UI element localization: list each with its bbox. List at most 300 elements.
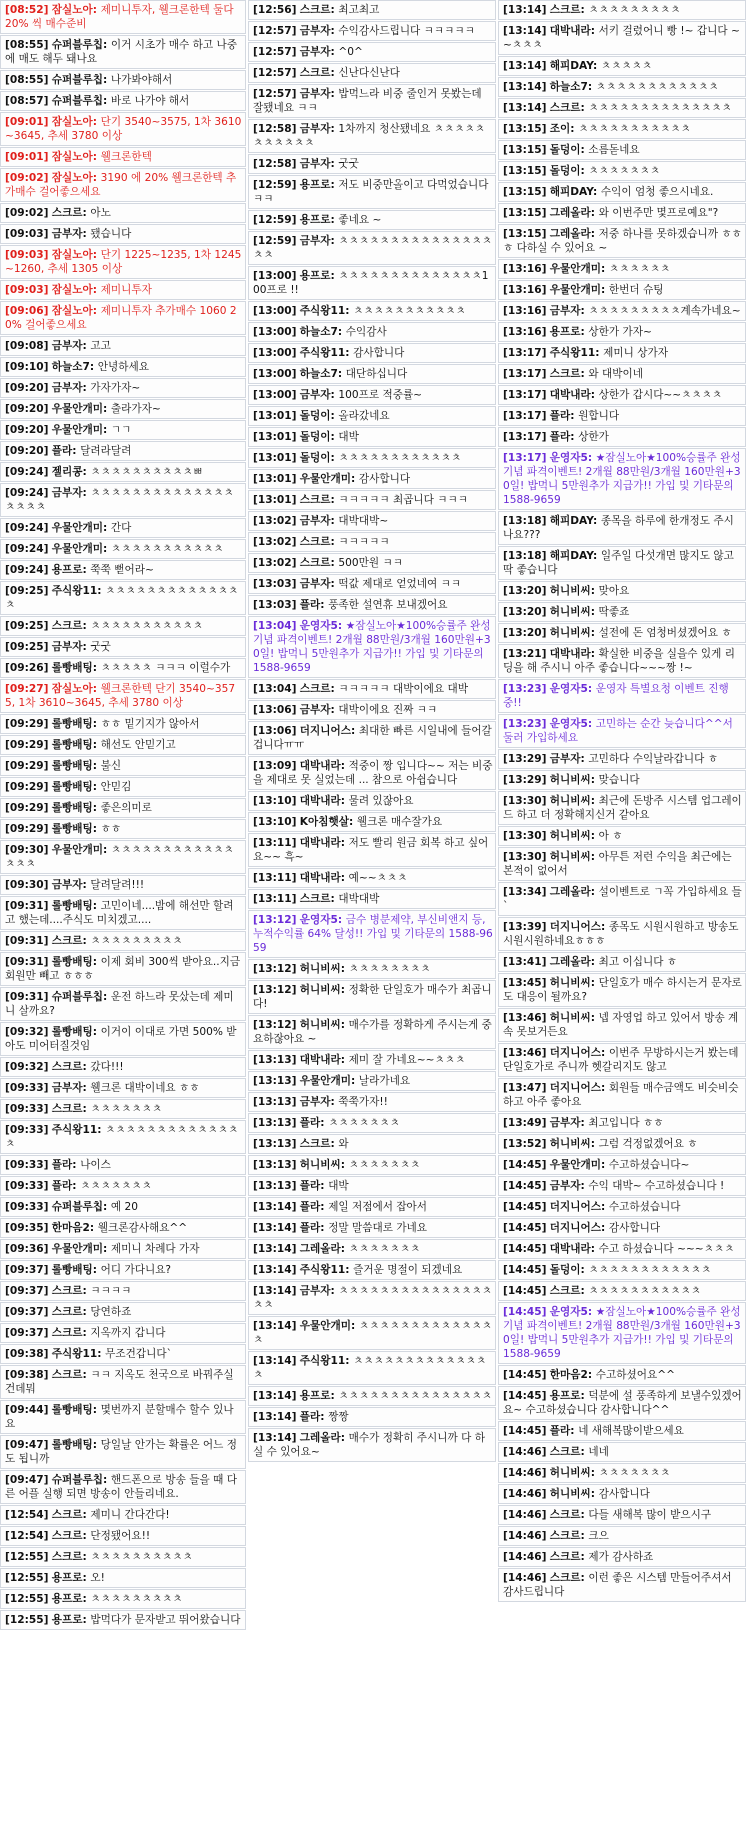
message-timestamp: [14:45]	[503, 1264, 547, 1276]
chat-message	[498, 1505, 746, 1525]
author-separator: :	[102, 1474, 111, 1486]
author-separator: :	[580, 165, 589, 177]
author-separator: :	[590, 886, 599, 898]
message-timestamp: [13:00]	[253, 305, 297, 317]
message-text: ㅊㅊㅊㅊㅊ	[600, 60, 653, 72]
author-separator: :	[92, 151, 101, 163]
author-separator: :	[82, 1530, 91, 1542]
message-text: ㅊㅊㅊㅊㅊㅊㅊㅊㅊㅊㅊㅊㅊㅊㅊㅊㅊ	[253, 235, 492, 261]
author-separator: :	[72, 445, 81, 457]
author-separator: :	[600, 284, 609, 296]
chat-message	[498, 406, 746, 426]
chat-message	[0, 616, 246, 636]
author-separator: :	[82, 382, 91, 394]
message-text: 최대한 빠른 시일내에 들어갈겁니다ㅠㅠ	[253, 725, 492, 751]
message-author: 허니비씨	[549, 1467, 591, 1479]
message-timestamp: [13:21]	[503, 648, 547, 660]
message-timestamp: [12:57]	[253, 67, 297, 79]
message-text: ㅊㅊㅊㅊㅊㅊㅊ	[598, 1467, 671, 1479]
message-timestamp: [13:14]	[253, 1222, 297, 1234]
message-text: 해선도 안믿기고	[100, 739, 176, 751]
message-author: 대박내라	[549, 389, 591, 401]
chat-message	[0, 1239, 246, 1259]
author-separator: :	[330, 158, 339, 170]
message-text: 웰크론감사해요^^	[97, 1222, 188, 1234]
author-separator: :	[587, 1306, 596, 1318]
chat-message	[248, 84, 496, 118]
message-timestamp: [13:15]	[503, 123, 547, 135]
author-separator: :	[102, 1201, 111, 1213]
message-text: 제미니 상가자	[603, 347, 668, 359]
message-author: 우물안개미	[51, 1243, 103, 1255]
author-separator: :	[590, 1467, 599, 1479]
message-timestamp: [13:14]	[503, 81, 547, 93]
message-timestamp: [13:10]	[253, 816, 297, 828]
chat-message	[0, 35, 246, 69]
message-author: 금부자	[51, 487, 83, 499]
message-text: 고민하는 순간 늦습니다^^서둘러 가입하세요	[503, 718, 733, 744]
message-text: 안녕하세요	[97, 361, 149, 373]
message-author: 허니비씨	[299, 984, 341, 996]
message-timestamp: [14:46]	[503, 1572, 547, 1584]
author-separator: :	[580, 1551, 589, 1563]
author-separator: :	[102, 844, 111, 856]
message-text: 종목도 시원시원하고 방송도 시원시원하네요ㅎㅎㅎ	[503, 921, 739, 947]
message-author: 주식왕11	[299, 305, 346, 317]
chat-message	[498, 77, 746, 97]
author-separator: :	[92, 1439, 101, 1451]
message-text: 최고 이십니다 ㅎ	[598, 956, 678, 968]
message-text: 핸드폰으로 방송 들을 때 다른 어플 실행 되면 방송이 안들리네요.	[5, 1474, 237, 1500]
message-text: 일주일 다섯개면 많지도 않고 딱 좋습니다	[503, 550, 734, 576]
message-timestamp: [14:46]	[503, 1488, 547, 1500]
message-timestamp: [13:46]	[503, 1047, 547, 1059]
message-author: 운영자5	[299, 914, 338, 926]
author-separator: :	[580, 326, 589, 338]
message-text: ㅊㅊㅊㅊㅊㅊㅊㅊ	[348, 963, 431, 975]
author-separator: :	[590, 956, 599, 968]
message-author: 스크르	[51, 1551, 83, 1563]
author-separator: :	[330, 704, 339, 716]
message-text: 가자가자~	[90, 382, 141, 394]
author-separator: :	[600, 1159, 609, 1171]
message-text: 저도 비중만올이고 다먹었습니다 ㅋㅋ	[253, 179, 489, 205]
chat-message	[248, 1316, 496, 1350]
message-timestamp: [09:31]	[5, 956, 49, 968]
message-text: 덕분에 설 풍족하게 보낼수있겠어요~ 수고하셨습니다 감사합니다^^	[503, 1390, 742, 1416]
message-timestamp: [09:33]	[5, 1201, 49, 1213]
message-text: 적중이 짱 입니다~~ 저는 비중을 제대로 못 실었는데 ... 참으로 아쉽습니다	[253, 760, 493, 786]
message-timestamp: [09:08]	[5, 340, 49, 352]
message-timestamp: [12:57]	[253, 25, 297, 37]
chat-message	[498, 1218, 746, 1238]
message-author: 금부자	[51, 382, 83, 394]
message-timestamp: [09:37]	[5, 1285, 49, 1297]
author-separator: :	[590, 207, 599, 219]
message-timestamp: [13:04]	[253, 683, 297, 695]
message-text: 어디 가다니요?	[100, 1264, 172, 1276]
chat-message	[0, 714, 246, 734]
author-separator: :	[590, 1138, 599, 1150]
author-separator: :	[82, 1551, 91, 1563]
message-timestamp: [14:45]	[503, 1201, 547, 1213]
chat-message	[498, 882, 746, 916]
message-author: 플라	[299, 1201, 321, 1213]
author-separator: :	[102, 74, 111, 86]
message-timestamp: [13:02]	[253, 536, 297, 548]
message-author: 더지니어스	[299, 725, 351, 737]
message-timestamp: [09:38]	[5, 1369, 49, 1381]
message-author: 스크르	[299, 1138, 331, 1150]
message-author: 운영자5	[549, 1306, 588, 1318]
message-timestamp: [09:29]	[5, 739, 49, 751]
chat-message	[0, 1526, 246, 1546]
message-timestamp: [09:20]	[5, 445, 49, 457]
author-separator: :	[580, 4, 589, 16]
message-author: 플라	[299, 1411, 321, 1423]
message-author: 용프로	[299, 1390, 331, 1402]
author-separator: :	[600, 1047, 609, 1059]
chat-message	[0, 1218, 246, 1238]
chat-message	[0, 1610, 246, 1630]
message-author: 그레올라	[549, 207, 591, 219]
chat-message	[248, 406, 496, 426]
message-timestamp: [13:14]	[253, 1243, 297, 1255]
author-separator: :	[340, 963, 349, 975]
chat-message	[248, 322, 496, 342]
chat-message	[248, 1428, 496, 1462]
message-author: 롤빵배팅	[51, 802, 93, 814]
message-timestamp: [09:24]	[5, 522, 49, 534]
author-separator: :	[580, 1446, 589, 1458]
message-text: ㅊㅊㅊㅊㅊㅊㅊㅊㅊㅊㅊㅊㅊㅊㅊ	[5, 844, 234, 870]
message-text: 밥먹다가 문자받고 뛰어왔습니다	[90, 1614, 241, 1626]
message-author: 금부자	[51, 641, 83, 653]
message-timestamp: [09:26]	[5, 662, 49, 674]
message-timestamp: [13:46]	[503, 1012, 547, 1024]
author-separator: :	[345, 1264, 354, 1276]
message-author: 더지니어스	[549, 1082, 601, 1094]
author-separator: :	[600, 921, 609, 933]
message-text: 신난다신난다	[338, 67, 400, 79]
author-separator: :	[92, 823, 101, 835]
message-text: 3190 에 20% 웰크론한텍 추가매수 걸어좋으세요	[5, 172, 237, 198]
author-separator: :	[340, 1159, 349, 1171]
chat-message	[0, 952, 246, 986]
message-text: ㅊㅊㅊㅊㅊㅊㅊ	[348, 1243, 421, 1255]
chat-message	[0, 1365, 246, 1399]
message-text: 예 20	[110, 1201, 138, 1213]
message-text: 크으	[588, 1530, 609, 1542]
author-separator: :	[92, 249, 101, 261]
chat-message	[248, 833, 496, 867]
author-separator: :	[330, 431, 339, 443]
chat-message	[0, 931, 246, 951]
message-timestamp: [13:30]	[503, 795, 547, 807]
chat-message	[248, 910, 496, 958]
author-separator: :	[92, 802, 101, 814]
message-author: 대박내라	[299, 760, 341, 772]
message-author: 젤리콩	[51, 466, 83, 478]
message-author: 금부자	[299, 389, 331, 401]
message-author: 스크르	[299, 4, 331, 16]
chat-message	[0, 581, 246, 615]
chat-message	[0, 1057, 246, 1077]
message-author: 스크르	[549, 1551, 581, 1563]
message-author: 허니비씨	[549, 1138, 591, 1150]
author-separator: :	[587, 452, 596, 464]
message-author: 스크르	[299, 893, 331, 905]
chat-message	[498, 623, 746, 643]
message-text: 감사합니다	[353, 347, 405, 359]
message-author: 돌덩이	[549, 144, 581, 156]
author-separator: :	[580, 1572, 589, 1584]
author-separator: :	[92, 4, 101, 16]
message-text: 서키 걸렸어니 빵 !~ 갑니다 ~~ㅊㅊㅊ	[503, 25, 740, 51]
message-timestamp: [13:30]	[503, 851, 547, 863]
message-text: 네네	[588, 1446, 609, 1458]
message-timestamp: [12:58]	[253, 123, 297, 135]
message-text: 최근에 돈방주 시스템 업그레이드 하고 더 정확해지신거 같아요	[503, 795, 742, 821]
chat-message	[248, 756, 496, 790]
chat-message	[498, 1176, 746, 1196]
message-text: 확실한 비중을 실을수 있게 리딩을 해 주시니 아주 좋습니다~~~짱 !~	[503, 648, 735, 674]
message-author: 돌덩이	[299, 431, 331, 443]
message-text: 매수가 정확히 주시니까 다 하실 수 있어요~	[253, 1432, 485, 1458]
message-timestamp: [13:20]	[503, 606, 547, 618]
chat-message	[248, 1134, 496, 1154]
message-timestamp: [09:24]	[5, 543, 49, 555]
author-separator: :	[580, 1285, 589, 1297]
author-separator: :	[580, 1509, 589, 1521]
message-text: 지옥까지 갑니다	[90, 1327, 166, 1339]
message-author: 주식왕11	[51, 585, 98, 597]
chat-message	[0, 1281, 246, 1301]
chat-message	[498, 140, 746, 160]
author-separator: :	[330, 179, 339, 191]
message-timestamp: [13:47]	[503, 1082, 547, 1094]
author-separator: :	[92, 781, 101, 793]
author-separator: :	[82, 641, 91, 653]
message-text: ㅊㅊㅊㅊㅊㅊㅊㅊㅊㅊㅊ	[110, 543, 224, 555]
chat-message	[498, 161, 746, 181]
message-author: 주식왕11	[299, 1355, 346, 1367]
author-separator: :	[590, 1488, 599, 1500]
chat-message	[0, 756, 246, 776]
message-timestamp: [13:14]	[503, 102, 547, 114]
chat-message	[0, 679, 246, 713]
message-author: 스크르	[51, 1509, 83, 1521]
message-text: ^0^	[338, 46, 363, 58]
message-timestamp: [13:13]	[253, 1138, 297, 1150]
message-timestamp: [13:13]	[253, 1180, 297, 1192]
chat-message	[498, 644, 746, 678]
chat-message	[0, 1260, 246, 1280]
message-text: ㅋㅋㅋㅋ	[90, 1285, 132, 1297]
message-author: 우물안개미	[299, 473, 351, 485]
chat-message	[0, 1120, 246, 1154]
chat-message	[0, 875, 246, 895]
message-author: 한마음2	[549, 1369, 588, 1381]
message-author: 허니비씨	[549, 585, 591, 597]
author-separator: :	[330, 67, 339, 79]
author-separator: :	[330, 536, 339, 548]
chat-message	[498, 1484, 746, 1504]
chat-message	[498, 119, 746, 139]
message-text: 불신	[100, 760, 122, 772]
message-author: 그레올라	[549, 886, 591, 898]
message-text: 즐거운 명절이 되겠네요	[353, 1264, 463, 1276]
chat-message	[248, 1218, 496, 1238]
message-text: 제가 감사하죠	[588, 1551, 654, 1563]
message-text: 다들 새해복 많이 받으시구	[588, 1509, 712, 1521]
author-separator: :	[590, 648, 599, 660]
chat-message	[0, 280, 246, 300]
message-text: ㅊㅊㅊㅊㅊㅊㅊㅊㅊㅊㅊㅊㅊㅊㅊㅊㅊ	[253, 1285, 492, 1311]
message-text: ㅋㅋㅋㅋㅋ 최곱니다 ㅋㅋㅋ	[338, 494, 468, 506]
author-separator: :	[580, 1530, 589, 1542]
message-timestamp: [09:32]	[5, 1026, 49, 1038]
message-author: 대박내라	[549, 648, 591, 660]
message-timestamp: [13:11]	[253, 893, 297, 905]
author-separator: :	[92, 116, 101, 128]
message-text: 딱좋죠	[598, 606, 630, 618]
message-author: 대박내라	[549, 25, 591, 37]
author-separator: :	[82, 340, 91, 352]
message-text: ㅊㅊㅊㅊㅊㅊㅊㅊㅊㅊㅊㅊㅊㅊㅊㅊㅊㅊ	[5, 487, 234, 513]
author-separator: :	[330, 123, 339, 135]
message-text: ㅊㅊㅊㅊㅊㅊㅊㅊㅊ	[90, 1593, 183, 1605]
message-timestamp: [13:00]	[253, 389, 297, 401]
message-text: 아노	[90, 207, 111, 219]
message-author: 허니비씨	[299, 963, 341, 975]
message-text: 맞습니다	[598, 774, 640, 786]
message-timestamp: [13:17]	[503, 347, 547, 359]
message-text: 고민이네....밤에 해선만 할려고 했는데....주식도 미치겠고....	[5, 900, 234, 926]
message-timestamp: [09:36]	[5, 1243, 49, 1255]
author-separator: :	[590, 795, 599, 807]
chat-message	[0, 1323, 246, 1343]
author-separator: :	[340, 837, 349, 849]
message-text: 감사합니다	[358, 473, 411, 485]
author-separator: :	[590, 228, 599, 240]
message-author: 우물안개미	[299, 1075, 351, 1087]
message-timestamp: [13:17]	[503, 368, 547, 380]
message-text: ㅊㅊㅊㅊㅊㅊㅊㅊㅊ계속가네요~	[588, 305, 741, 317]
message-author: 운영자5	[549, 683, 588, 695]
author-separator: :	[330, 1390, 339, 1402]
chat-message	[248, 700, 496, 720]
author-separator: :	[330, 452, 339, 464]
message-timestamp: [13:15]	[503, 144, 547, 156]
message-text: ★잠실노아★100%승률주 완성기념 파격이벤트! 2개월 88만원/3개월 160만원+30일! 밥먹니 5만원추가 지급가!! 가입 및 기타문의 1588-9659	[253, 620, 491, 674]
message-text: 수고하셨습니다	[608, 1201, 681, 1213]
message-timestamp: [13:02]	[253, 515, 297, 527]
chat-column-2	[248, 0, 496, 1827]
message-timestamp: [09:33]	[5, 1180, 49, 1192]
message-author: 슈퍼블루칩	[51, 95, 103, 107]
message-timestamp: [14:46]	[503, 1446, 547, 1458]
author-separator: :	[580, 368, 589, 380]
message-text: 이제 회비 300씩 받아요..지금 회원만 빼고 ㅎㅎㅎ	[5, 956, 241, 982]
chat-message	[498, 1365, 746, 1385]
author-separator: :	[82, 1061, 91, 1073]
message-timestamp: [13:00]	[253, 270, 297, 282]
message-timestamp: [09:47]	[5, 1474, 49, 1486]
author-separator: :	[340, 1432, 349, 1444]
message-text: 웰크론한텍	[100, 151, 152, 163]
author-separator: :	[590, 627, 599, 639]
message-text: ㅊㅊㅊㅊㅊㅊㅊㅊㅊㅊㅊ	[578, 123, 691, 135]
message-author: 하늘소7	[299, 326, 338, 338]
message-author: 플라	[299, 1180, 321, 1192]
message-timestamp: [09:25]	[5, 585, 49, 597]
message-timestamp: [12:58]	[253, 158, 297, 170]
chat-message	[498, 770, 746, 790]
message-text: 1차까지 청산됐네요 ㅊㅊㅊㅊㅊㅊㅊㅊㅊㅊㅊ	[253, 123, 485, 149]
chat-message	[248, 1092, 496, 1112]
author-separator: :	[89, 361, 98, 373]
chat-message	[248, 532, 496, 552]
message-timestamp: [13:14]	[253, 1411, 297, 1423]
message-author: 슈퍼블루칩	[51, 74, 103, 86]
message-author: 해피DAY	[549, 186, 593, 198]
author-separator: :	[82, 1509, 91, 1521]
chat-message	[248, 210, 496, 230]
message-author: 스크르	[51, 935, 83, 947]
message-timestamp: [13:29]	[503, 753, 547, 765]
message-author: 돌덩이	[549, 165, 581, 177]
chat-message	[0, 658, 246, 678]
message-timestamp: [13:20]	[503, 585, 547, 597]
message-text: 웰크론 대박이네요 ㅎㅎ	[90, 1082, 200, 1094]
message-author: 허니비씨	[549, 606, 591, 618]
message-timestamp: [13:01]	[253, 473, 297, 485]
chat-message	[0, 1078, 246, 1098]
message-author: 플라	[51, 1159, 73, 1171]
chat-message	[0, 224, 246, 244]
message-text: 짱짱	[328, 1411, 349, 1423]
author-separator: :	[340, 872, 349, 884]
message-text: 회원들 매수금액도 비슷비슷하고 아주 좋아요	[503, 1082, 739, 1108]
message-author: 금부자	[299, 46, 331, 58]
message-timestamp: [13:14]	[253, 1355, 297, 1367]
author-separator: :	[82, 1369, 91, 1381]
message-text: 당연하죠	[90, 1306, 132, 1318]
message-timestamp: [13:06]	[253, 704, 297, 716]
message-text: 웰크론한텍 단기 3540~3575, 1차 3610~3645, 추세 3780 이상	[5, 683, 236, 709]
message-timestamp: [09:20]	[5, 403, 49, 415]
message-text: 안믿김	[100, 781, 132, 793]
author-separator: :	[330, 25, 339, 37]
message-text: 단기 1225~1235, 1차 1245~1260, 추세 1305 이상	[5, 249, 242, 275]
author-separator: :	[82, 1572, 91, 1584]
author-separator: :	[587, 683, 596, 695]
message-timestamp: [13:52]	[503, 1138, 547, 1150]
chat-message	[0, 798, 246, 818]
message-timestamp: [13:14]	[503, 4, 547, 16]
author-separator: :	[330, 1285, 339, 1297]
message-text: 원합니다	[578, 410, 620, 422]
message-author: 우물안개미	[51, 403, 103, 415]
message-author: 플라	[299, 1222, 321, 1234]
author-separator: :	[570, 123, 579, 135]
message-timestamp: [13:02]	[253, 557, 297, 569]
message-timestamp: [13:14]	[253, 1201, 297, 1213]
chat-message	[0, 420, 246, 440]
message-timestamp: [09:37]	[5, 1306, 49, 1318]
chat-message	[498, 1113, 746, 1133]
